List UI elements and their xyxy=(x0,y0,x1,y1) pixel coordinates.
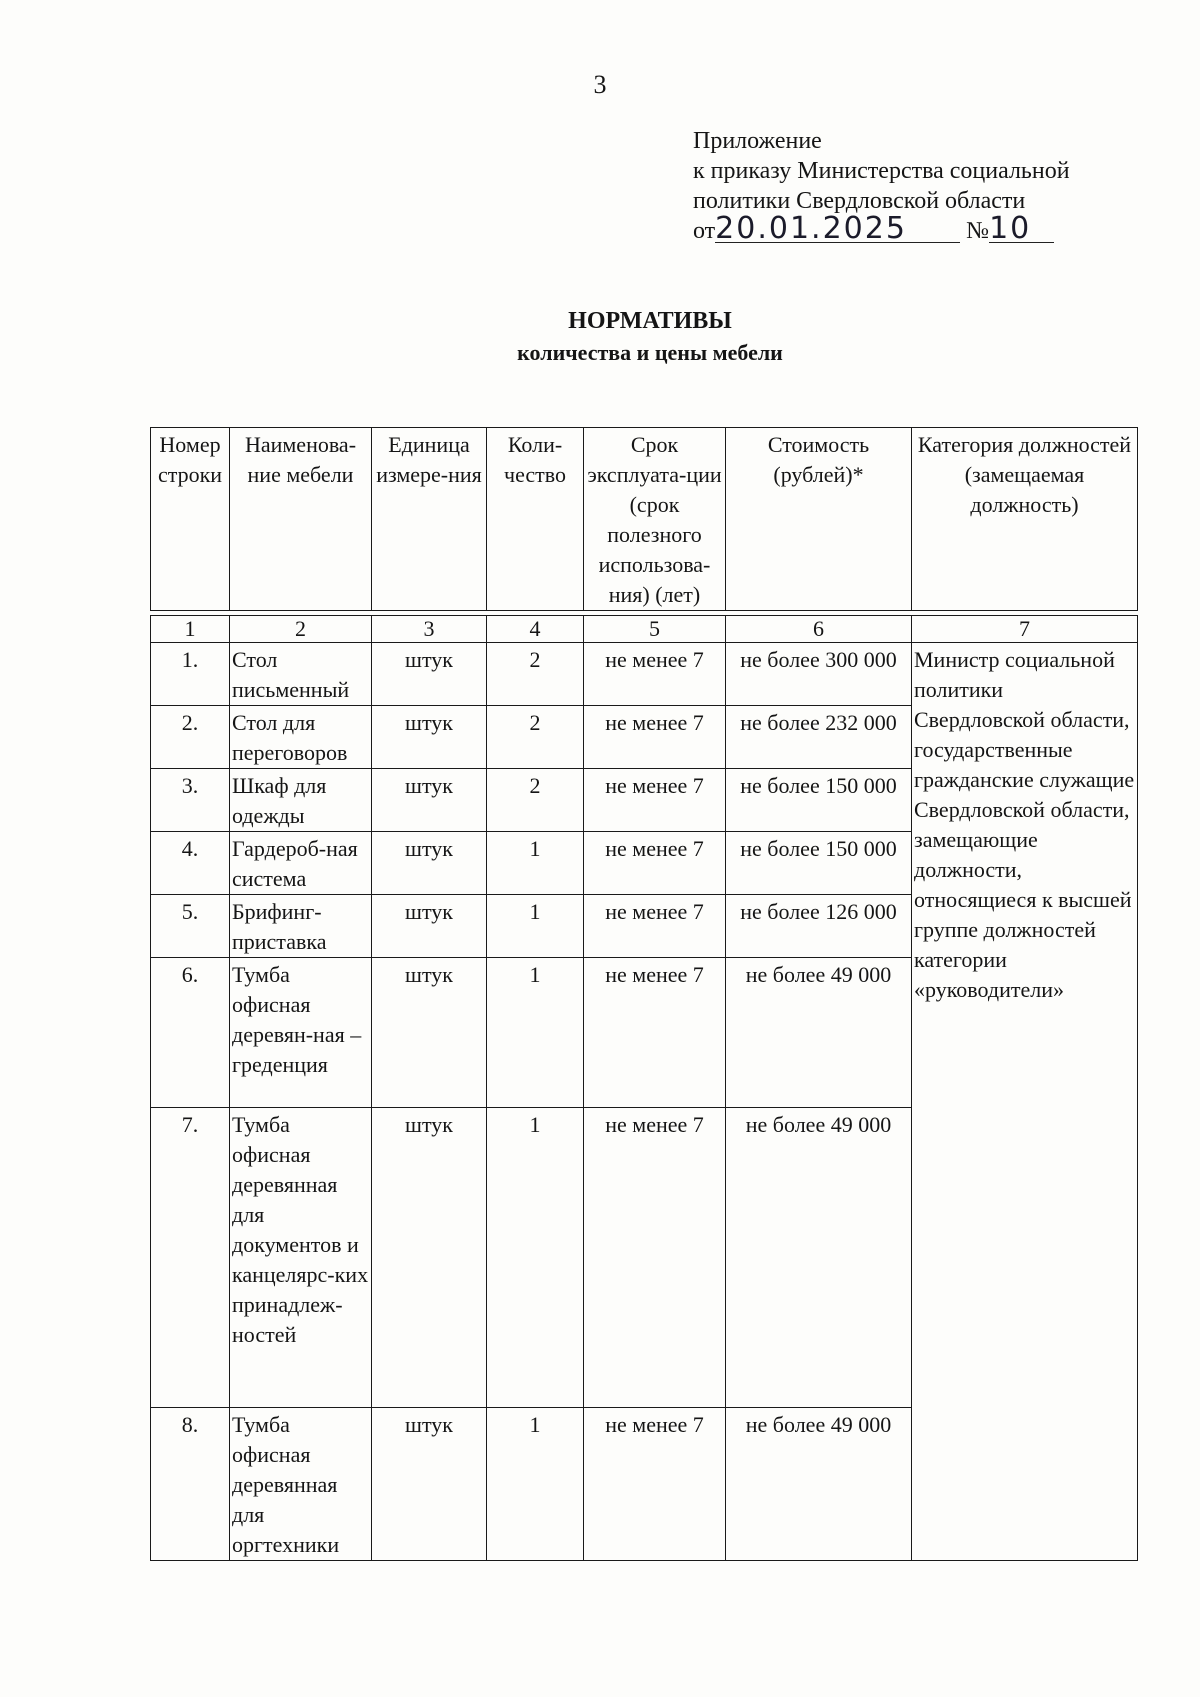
row-number: 3. xyxy=(151,769,230,832)
unit: штук xyxy=(372,706,487,769)
number-prefix: № xyxy=(966,218,990,244)
cost: не более 150 000 xyxy=(726,832,912,895)
header-cell: Срок эксплуата-ции (срок полезного использова-ния) (лет) xyxy=(584,428,726,611)
column-number: 5 xyxy=(584,616,726,643)
furniture-name: Тумба офисная деревян-ная – греденция xyxy=(230,958,372,1108)
column-number: 6 xyxy=(726,616,912,643)
handwritten-date: 20.01.2025 xyxy=(715,216,960,243)
cost: не более 126 000 xyxy=(726,895,912,958)
appendix-line-2: к приказу Министерства социальной xyxy=(693,158,1070,184)
row-number: 7. xyxy=(151,1108,230,1408)
row-number: 8. xyxy=(151,1408,230,1561)
page-number: 3 xyxy=(593,70,607,99)
header-cell: Единица измере-ния xyxy=(372,428,487,611)
service-term: не менее 7 xyxy=(584,832,726,895)
cost: не более 300 000 xyxy=(726,643,912,706)
furniture-name: Гардероб-ная система xyxy=(230,832,372,895)
cost: не более 49 000 xyxy=(726,1108,912,1408)
column-number: 1 xyxy=(151,616,230,643)
service-term: не менее 7 xyxy=(584,958,726,1108)
furniture-name: Тумба офисная деревянная для оргтехники xyxy=(230,1408,372,1561)
cost: не более 49 000 xyxy=(726,1408,912,1561)
row-number: 4. xyxy=(151,832,230,895)
header-cell: Стоимость (рублей)* xyxy=(726,428,912,611)
furniture-name: Брифинг-приставка xyxy=(230,895,372,958)
service-term: не менее 7 xyxy=(584,895,726,958)
appendix-line-3: политики Свердловской области xyxy=(693,188,1026,214)
header-row xyxy=(151,428,1138,611)
quantity: 1 xyxy=(487,832,584,895)
service-term: не менее 7 xyxy=(584,1408,726,1561)
handwritten-number: 10 xyxy=(989,216,1054,243)
furniture-name: Тумба офисная деревянная для документов и канцелярс-ких принадлеж-ностей xyxy=(230,1108,372,1408)
column-number: 4 xyxy=(487,616,584,643)
quantity: 2 xyxy=(487,706,584,769)
row-number: 1. xyxy=(151,643,230,706)
date-prefix: от xyxy=(693,218,716,244)
position-category: Министр социальной политики Свердловской области, государственные гражданские служащие Свердловской области, замещающие должности, относящиеся к высшей группе должностей категории «руководители» xyxy=(912,643,1138,1561)
appendix-line-1: Приложение xyxy=(693,128,822,154)
table-row xyxy=(151,643,1138,706)
quantity: 2 xyxy=(487,769,584,832)
furniture-name: Шкаф для одежды xyxy=(230,769,372,832)
unit: штук xyxy=(372,1408,487,1561)
quantity: 1 xyxy=(487,958,584,1108)
service-term: не менее 7 xyxy=(584,769,726,832)
quantity: 1 xyxy=(487,895,584,958)
appendix-date-line xyxy=(693,211,1070,246)
quantity: 2 xyxy=(487,643,584,706)
quantity: 1 xyxy=(487,1408,584,1561)
column-number-row xyxy=(151,616,1138,643)
norms-table xyxy=(150,427,1138,1561)
service-term: не менее 7 xyxy=(584,706,726,769)
service-term: не менее 7 xyxy=(584,1108,726,1408)
cost: не более 232 000 xyxy=(726,706,912,769)
row-number: 2. xyxy=(151,706,230,769)
cost: не более 150 000 xyxy=(726,769,912,832)
header-cell: Номер строки xyxy=(151,428,230,611)
row-number: 5. xyxy=(151,895,230,958)
header-cell: Категория должностей (замещаемая должность) xyxy=(912,428,1138,611)
document-subtitle: количества и цены мебели xyxy=(517,340,783,365)
cost: не более 49 000 xyxy=(726,958,912,1108)
furniture-name: Стол письменный xyxy=(230,643,372,706)
column-number: 2 xyxy=(230,616,372,643)
header-cell: Наименова-ние мебели xyxy=(230,428,372,611)
unit: штук xyxy=(372,958,487,1108)
unit: штук xyxy=(372,895,487,958)
furniture-name: Стол для переговоров xyxy=(230,706,372,769)
document-title: НОРМАТИВЫ xyxy=(568,308,732,334)
appendix-block xyxy=(693,126,1070,246)
unit: штук xyxy=(372,1108,487,1408)
quantity: 1 xyxy=(487,1108,584,1408)
service-term: не менее 7 xyxy=(584,643,726,706)
column-number: 7 xyxy=(912,616,1138,643)
header-cell: Коли-чество xyxy=(487,428,584,611)
row-number: 6. xyxy=(151,958,230,1108)
unit: штук xyxy=(372,643,487,706)
unit: штук xyxy=(372,832,487,895)
unit: штук xyxy=(372,769,487,832)
column-number: 3 xyxy=(372,616,487,643)
